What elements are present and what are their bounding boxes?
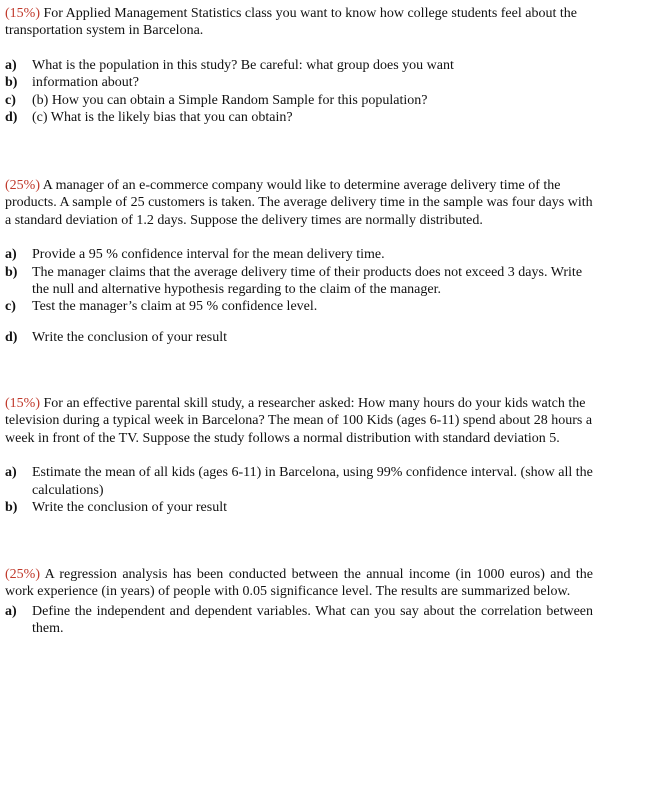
- question-3-item-a: [5, 464, 593, 499]
- item-text: Estimate the mean of all kids (ages 6-11) in Barcelona, using 99% confidence interval. (show all the calculations): [32, 465, 593, 498]
- question-1-text: [5, 5, 593, 40]
- item-label: b): [5, 264, 18, 280]
- question-1-item-a: [5, 57, 593, 74]
- question-4-item-a: [5, 603, 593, 638]
- question-1: [5, 5, 593, 126]
- question-2-body: A manager of an e-commerce company would like to determine average delivery time of the products. A sample of 25 customers is taken. The average delivery time in the sample was four days with a standard deviation of 1.2 days. Suppose the delivery times are normally distributed.: [5, 178, 593, 228]
- item-label: c): [5, 299, 16, 315]
- item-label: a): [5, 247, 17, 263]
- question-1-body: For Applied Management Statistics class you want to know how college students feel about the transportation system in Barcelona.: [5, 6, 577, 39]
- question-1-item-c: [5, 92, 593, 109]
- question-4-items: [5, 603, 593, 638]
- question-1-item-d: [5, 109, 593, 126]
- item-label: b): [5, 500, 18, 516]
- question-2: [5, 177, 593, 346]
- question-3-percent: (15%): [5, 396, 40, 411]
- question-2-text: [5, 177, 593, 229]
- item-text: (b) How you can obtain a Simple Random Sample for this population?: [32, 92, 428, 108]
- item-text: Define the independent and dependent variables. What can you say about the correlation between them.: [32, 603, 593, 637]
- item-label: b): [5, 75, 18, 91]
- item-text: Provide a 95 % confidence interval for the mean delivery time.: [32, 247, 385, 263]
- item-text: The manager claims that the average delivery time of their products does not exceed 3 days. Write the null and alternative hypothesis regarding to the claim of the manager.: [32, 264, 583, 298]
- question-3: [5, 395, 593, 516]
- item-text: Write the conclusion of your result: [32, 500, 227, 516]
- question-3-body: For an effective parental skill study, a researcher asked: How many hours do your kids watch the television during a typical week in Barcelona? The mean of 100 Kids (ages 6-11) spend about 28 hours a week in front of the TV. Suppose the study follows a normal distribution with standard deviation 5.: [5, 396, 593, 446]
- question-2-items: [5, 246, 593, 346]
- question-2-item-d: [5, 329, 593, 346]
- item-label: a): [5, 57, 17, 73]
- item-label: c): [5, 92, 16, 108]
- item-text: (c) What is the likely bias that you can obtain?: [32, 110, 293, 126]
- question-4-percent: (25%): [5, 567, 40, 582]
- item-text: information about?: [32, 75, 139, 91]
- question-2-item-b: [5, 264, 593, 299]
- item-label: a): [5, 465, 17, 481]
- item-text: What is the population in this study? Be careful: what group does you want: [32, 57, 454, 73]
- question-4: [5, 566, 593, 638]
- item-text: Test the manager’s claim at 95 % confidence level.: [32, 299, 318, 315]
- question-2-percent: (25%): [5, 178, 40, 193]
- item-label: d): [5, 329, 18, 345]
- question-3-item-b: [5, 499, 593, 516]
- question-2-item-c: [5, 298, 593, 315]
- question-4-text: [5, 566, 593, 601]
- item-label: d): [5, 110, 18, 126]
- question-3-items: [5, 464, 593, 516]
- question-2-item-a: [5, 246, 593, 263]
- item-text: Write the conclusion of your result: [32, 329, 227, 345]
- question-1-percent: (15%): [5, 6, 40, 21]
- question-3-text: [5, 395, 593, 447]
- question-4-body: A regression analysis has been conducted between the annual income (in 1000 euros) and the work experience (in years) of people with 0.05 significance level. The results are summarized below.: [5, 567, 593, 600]
- item-label: a): [5, 603, 17, 619]
- question-1-items: [5, 57, 593, 127]
- question-1-item-b: [5, 74, 593, 91]
